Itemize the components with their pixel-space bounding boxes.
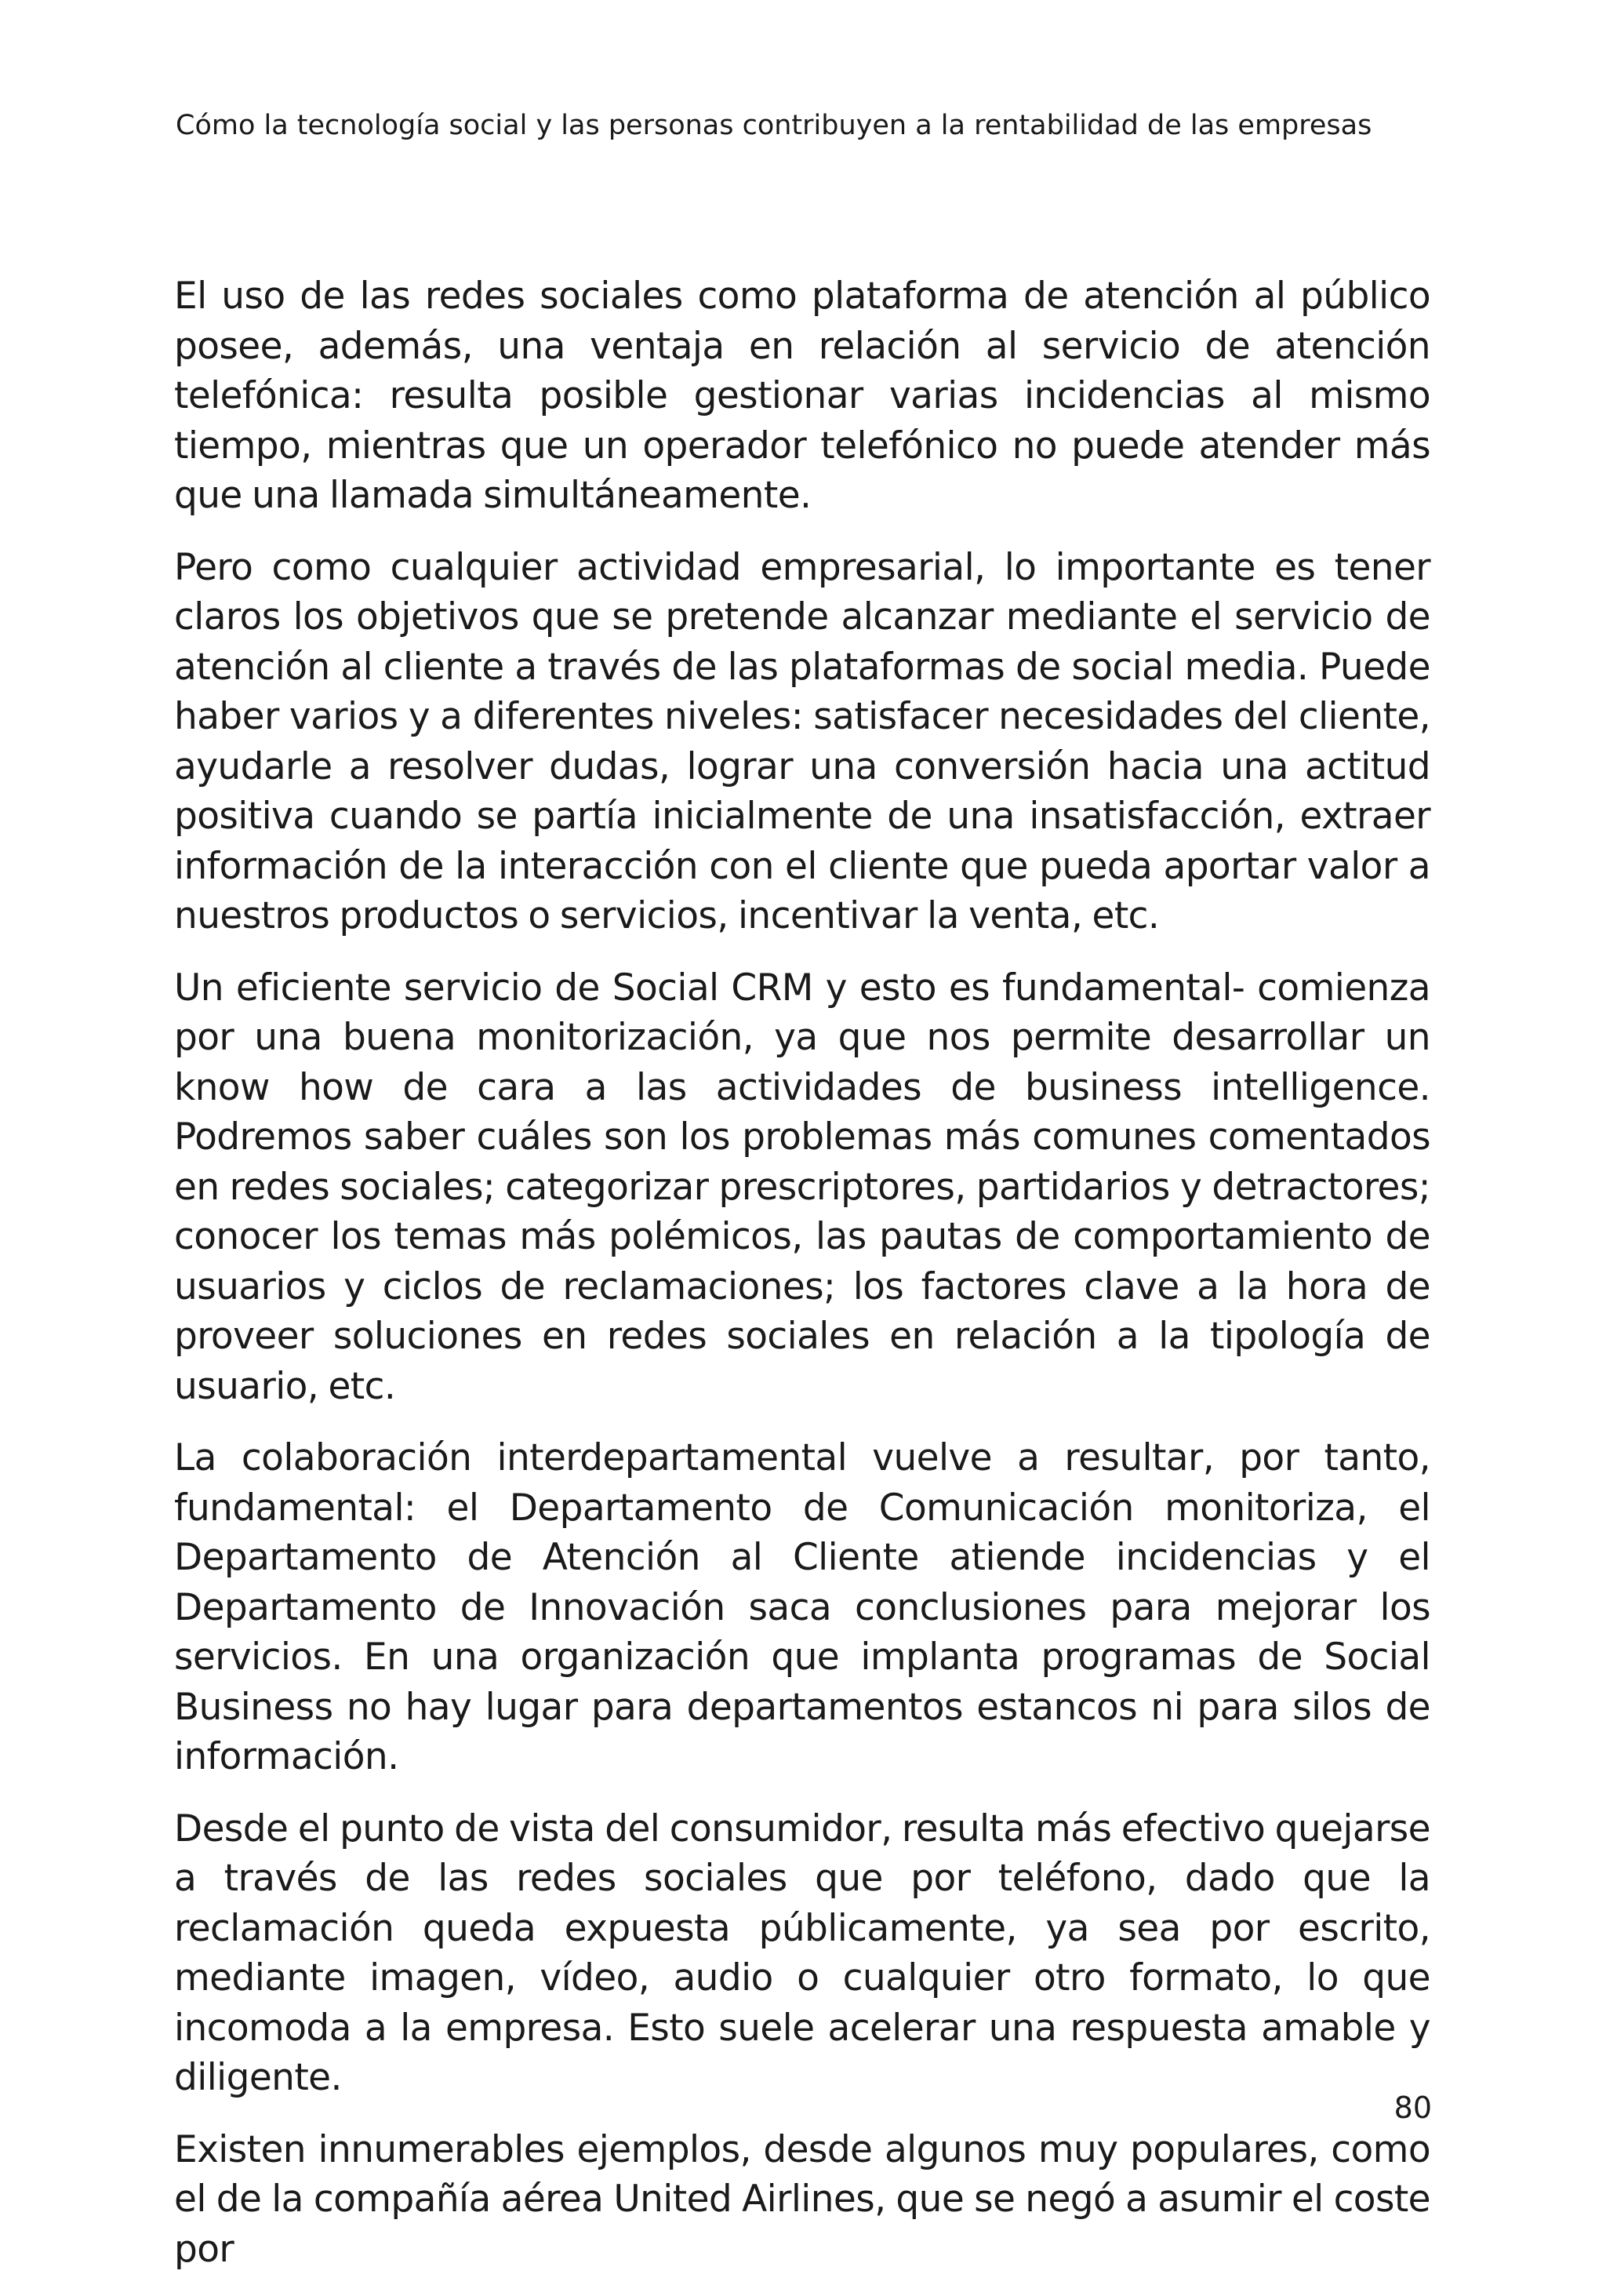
running-header: Cómo la tecnología social y las personas contribuyen a la rentabilidad de las empresas xyxy=(176,110,1372,141)
body-text xyxy=(174,271,1430,2296)
paragraph: La colaboración interdepartamental vuelve a resultar, por tanto, fundamental: el Departamento de Comunicación monitoriza, el Departamento de Atención al Cliente atiende incidencias y el Departamento de Innovación saca conclusiones para mejorar los servicios. En una organización que implanta programas de Social Business no hay lugar para departamentos estancos ni para silos de información. xyxy=(174,1436,1430,1778)
paragraph: Desde el punto de vista del consumidor, resulta más efectivo quejarse a través de las redes sociales que por teléfono, dado que la reclamación queda expuesta públicamente, ya sea por escrito, mediante imagen, vídeo, audio o cualquier otro formato, lo que incomoda a la empresa. Esto suele acelerar una respuesta amable y diligente. xyxy=(174,1807,1430,2099)
paragraph: El uso de las redes sociales como plataforma de atención al público posee, además, una ventaja en relación al servicio de atención telefónica: resulta posible gestionar varias incidencias al mismo tiempo, mientras que un operador telefónico no puede atender más que una llamada simultáneamente. xyxy=(174,275,1430,517)
paragraph: Pero como cualquier actividad empresarial, lo importante es tener claros los objetivos que se pretende alcanzar mediante el servicio de atención al cliente a través de las plataformas de social media. Puede haber varios y a diferentes niveles: satisfacer necesidades del cliente, ayudarle a resolver dudas, lograr una conversión hacia una actitud positiva cuando se partía inicialmente de una insatisfacción, extraer información de la interacción con el cliente que pueda aportar valor a nuestros productos o servicios, incentivar la venta, etc. xyxy=(174,545,1430,937)
paragraph: Un eficiente servicio de Social CRM y esto es fundamental- comienza por una buena monitorización, ya que nos permite desarrollar un know how de cara a las actividades de business intelligence. Podremos saber cuáles son los problemas más comunes comentados en redes sociales; categorizar prescriptores, partidarios y detractores; conocer los temas más polémicos, las pautas de comportamiento de usuarios y ciclos de reclamaciones; los factores clave a la hora de proveer soluciones en redes sociales en relación a la tipología de usuario, etc. xyxy=(174,966,1430,1408)
page-number: 80 xyxy=(1393,2090,1432,2125)
paragraph: Existen innumerables ejemplos, desde algunos muy populares, como el de la compañía aérea United Airlines, que se negó a asumir el coste por xyxy=(174,2127,1430,2271)
